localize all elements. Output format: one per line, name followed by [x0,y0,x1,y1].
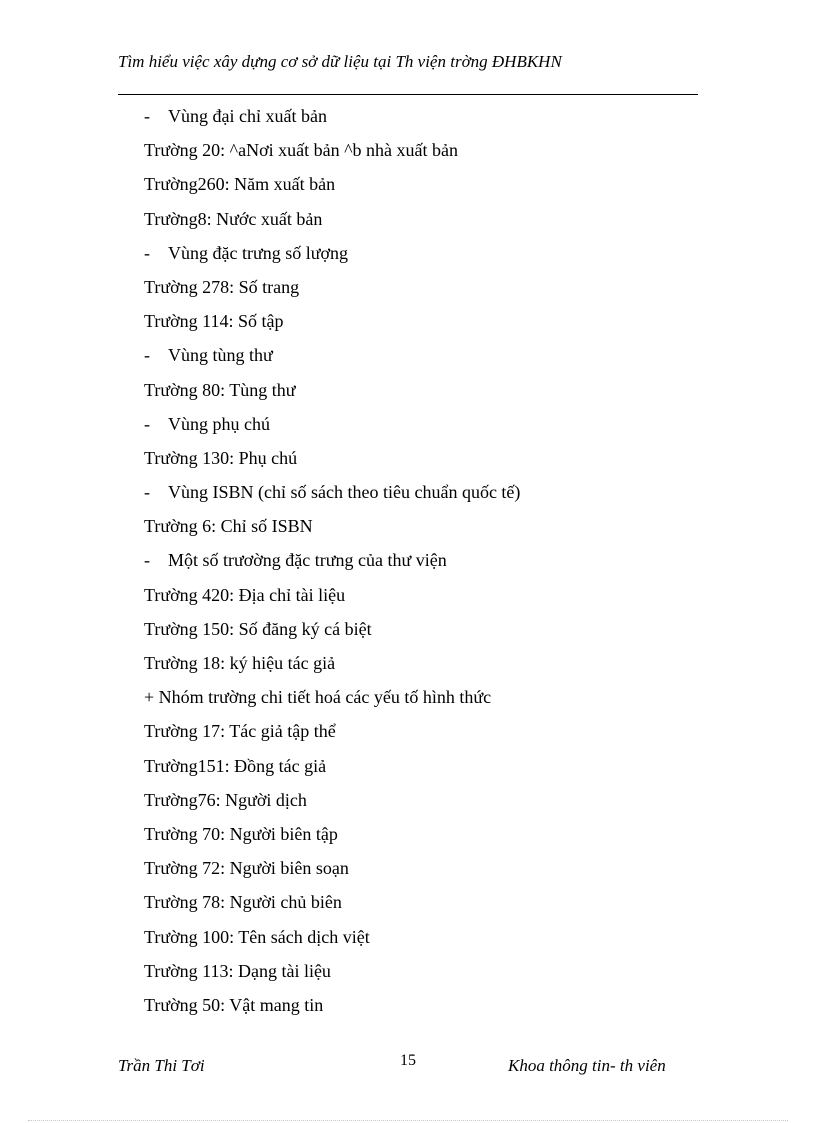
bullet-dash: - [144,242,150,263]
bullet-line [144,342,704,376]
text-line [144,274,704,308]
line-text: Trường 100: Tên sách dịch việt [144,926,370,947]
line-text: Trường 20: ^aNơi xuất bản ^b nhà xuất bản [144,140,458,161]
line-text: Trường 18: ký hiệu tác giả [144,653,336,673]
page-bottom-border [28,1120,788,1121]
line-text: Trường 278: Số trang [144,276,300,297]
page-header-title: Tìm hiểu việc xây dựng cơ sở dữ liệu tại Th viện trờng ĐHBKHN [118,52,562,71]
line-text: Vùng đặc trưng số lượng [168,242,349,263]
text-line [144,787,704,821]
line-text: Vùng ISBN (chỉ số sách theo tiêu chuẩn quốc tế) [168,482,521,503]
bullet-line [144,240,704,274]
text-line [144,821,704,855]
bullet-line [144,479,704,513]
line-text: Trường151: Đồng tác giả [144,755,327,776]
line-text: Trường8: Nước xuất bản [144,208,323,229]
bullet-dash: - [144,413,150,434]
bullet-line [144,411,704,445]
line-text: Một số trươờng đặc trưng của thư viện [168,550,447,571]
text-line [144,445,704,479]
text-line [144,718,704,752]
line-text: Trường 78: Người chủ biên [144,892,342,913]
line-text: Trường 114: Số tập [144,311,284,332]
text-line [144,582,704,616]
text-line [144,889,704,923]
text-line [144,992,704,1026]
text-line [144,137,704,171]
footer-department: Khoa thông tin- th viên [508,1056,666,1075]
bullet-line [144,103,704,137]
line-text: Trường 80: Tùng thư [144,379,296,400]
page-number: 15 [400,1052,416,1069]
line-text: Trường 420: Địa chỉ tài liệu [144,584,346,605]
page-footer [0,1052,816,1082]
text-line [144,377,704,411]
bullet-dash: - [144,482,150,503]
line-text: Trường260: Năm xuất bản [144,174,336,195]
text-line [144,684,704,718]
line-text: Vùng đại chỉ xuất bản [168,106,327,126]
text-line [144,171,704,205]
line-text: Trường 150: Số đăng ký cá biệt [144,618,372,639]
text-line [144,616,704,650]
line-text: Trường 130: Phụ chú [144,447,298,468]
bullet-dash: - [144,345,150,366]
header-divider [118,94,698,95]
text-line [144,513,704,547]
text-line [144,650,704,684]
line-text: + Nhóm trường chi tiết hoá các yếu tố hình thức [144,687,492,708]
line-text: Trường 17: Tác giả tập thể [144,721,336,742]
text-line [144,958,704,992]
text-line [144,206,704,240]
footer-author: Trần Thi Tơi [118,1056,205,1075]
line-text: Trường76: Người dịch [144,789,307,810]
text-line [144,855,704,889]
text-line [144,308,704,342]
text-line [144,924,704,958]
line-text: Trường 72: Người biên soạn [144,858,349,879]
text-line [144,753,704,787]
bullet-dash: - [144,550,150,571]
line-text: Trường 70: Người biên tập [144,823,338,844]
line-text: Vùng phụ chú [168,413,270,434]
line-text: Trường 113: Dạng tài liệu [144,960,331,981]
bullet-dash: - [144,106,150,126]
document-body [144,103,704,1026]
line-text: Vùng tùng thư [168,345,273,366]
line-text: Trường 50: Vật mang tin [144,994,324,1015]
bullet-line [144,547,704,581]
line-text: Trường 6: Chỉ số ISBN [144,516,313,537]
